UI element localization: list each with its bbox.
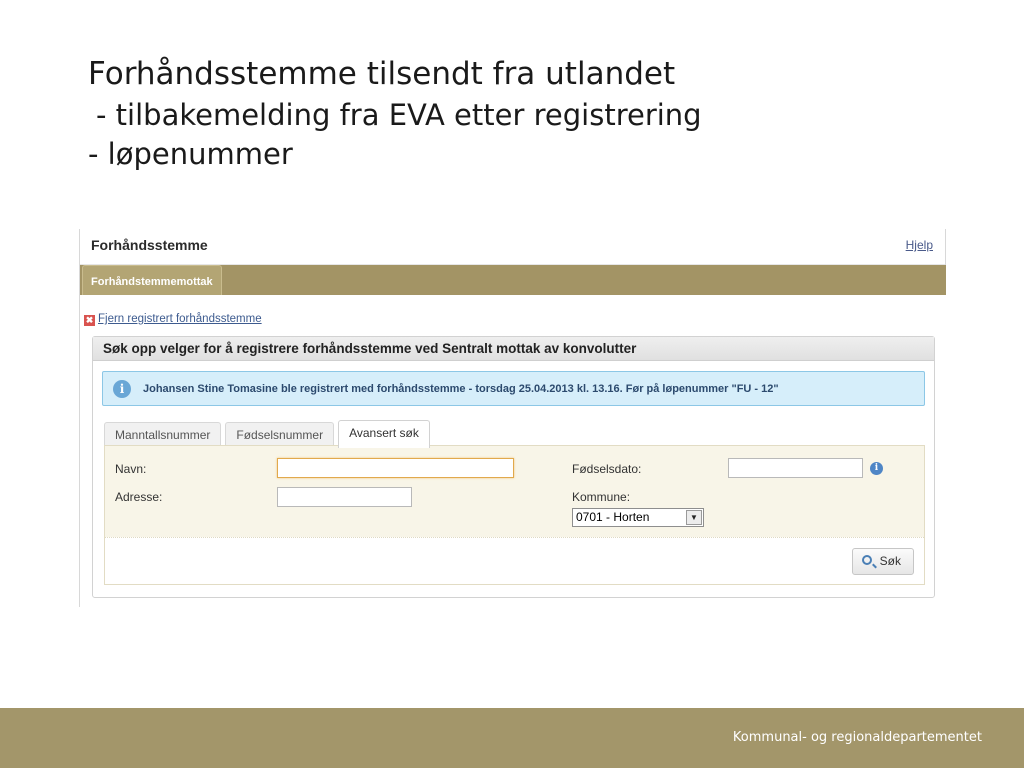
form-actions xyxy=(105,537,924,584)
municipality-label: Kommune: xyxy=(572,490,631,504)
section-title: Søk opp velger for å registrere forhåndsstemme ved Sentralt mottak av konvolutter xyxy=(93,337,934,361)
birthdate-info-icon[interactable]: i xyxy=(870,462,883,475)
remove-registered-vote-link[interactable] xyxy=(84,313,262,326)
slide-title-line-3: - løpenummer xyxy=(88,137,293,171)
address-input[interactable] xyxy=(277,487,412,507)
name-input[interactable] xyxy=(277,458,514,478)
footer-band xyxy=(0,708,1024,768)
slide-title-line-1: Forhåndsstemme tilsendt fra utlandet xyxy=(88,56,676,92)
slide-title xyxy=(88,52,702,174)
name-label: Navn: xyxy=(115,462,147,476)
municipality-selected-value: 0701 - Horten xyxy=(576,510,650,524)
help-link[interactable]: Hjelp xyxy=(905,238,933,252)
search-tabs xyxy=(104,420,434,446)
info-message: Johansen Stine Tomasine ble registrert med forhåndsstemme - torsdag 25.04.2013 kl. 13.16. Før på løpenummer "FU - 12" xyxy=(143,383,779,395)
chevron-down-icon: ▼ xyxy=(686,510,702,525)
address-label: Adresse: xyxy=(115,490,163,504)
info-banner xyxy=(102,371,925,406)
advanced-search-form xyxy=(104,445,925,585)
birthdate-label: Fødselsdato: xyxy=(572,462,642,476)
slide-title-line-2: - tilbakemelding fra EVA etter registrering xyxy=(96,98,702,132)
content-panel xyxy=(80,295,946,607)
tab-fodselsnummer[interactable]: Fødselsnummer xyxy=(225,422,334,447)
birthdate-input[interactable] xyxy=(728,458,863,478)
app-title: Forhåndsstemme xyxy=(91,237,208,253)
search-button[interactable] xyxy=(852,548,914,575)
app-header xyxy=(80,229,945,265)
remove-link-label: Fjern registrert forhåndsstemme xyxy=(98,313,262,325)
footer-text: Kommunal- og regionaldepartementet xyxy=(732,730,982,745)
tab-manntallsnummer[interactable]: Manntallsnummer xyxy=(104,422,221,447)
tab-forhandstemmemottak[interactable]: Forhåndstemmemottak xyxy=(82,265,222,297)
main-tab-bar xyxy=(80,265,946,295)
magnifier-icon xyxy=(862,555,872,565)
tab-avansert-sok[interactable]: Avansert søk xyxy=(338,420,430,448)
search-voter-box xyxy=(92,336,935,598)
app-screenshot xyxy=(79,229,946,607)
delete-icon: ✖ xyxy=(85,315,94,325)
municipality-select[interactable] xyxy=(572,508,704,527)
info-icon: i xyxy=(113,380,131,398)
search-button-label: Søk xyxy=(879,554,901,568)
